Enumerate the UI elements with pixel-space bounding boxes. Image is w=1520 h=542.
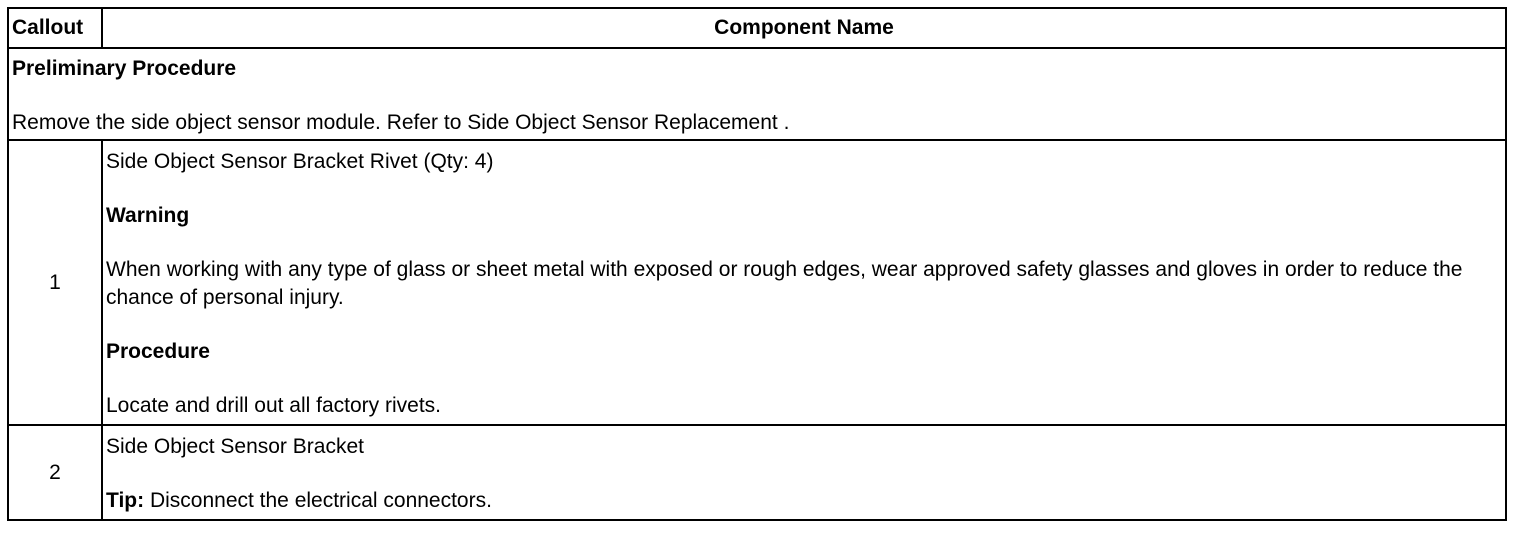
component-name-header: Component Name	[102, 8, 1506, 48]
procedure-text: Locate and drill out all factory rivets.	[106, 394, 441, 417]
procedure-title: Procedure	[106, 340, 210, 363]
callout-number: 2	[8, 425, 102, 520]
step-cell	[102, 425, 1506, 520]
tip-paragraph	[106, 487, 1502, 515]
preliminary-cell	[8, 48, 1506, 140]
preliminary-title: Preliminary Procedure	[12, 57, 237, 80]
table-row	[8, 425, 1506, 520]
step-cell	[102, 140, 1506, 425]
warning-text: When working with any type of glass or sheet metal with exposed or rough edges, wear approved safety glasses and gloves in order to reduce the chance of personal injury.	[106, 258, 1463, 309]
component-name: Side Object Sensor Bracket Rivet (Qty: 4)	[106, 150, 494, 173]
procedure-table	[7, 7, 1507, 521]
table-row	[8, 140, 1506, 425]
preliminary-text: Remove the side object sensor module. Refer to Side Object Sensor Replacement .	[12, 111, 790, 134]
callout-header: Callout	[8, 8, 102, 48]
header-row	[8, 8, 1506, 48]
warning-title: Warning	[106, 204, 190, 227]
preliminary-row	[8, 48, 1506, 140]
component-name: Side Object Sensor Bracket	[106, 435, 364, 458]
callout-number: 1	[8, 140, 102, 425]
tip-text: Disconnect the electrical connectors.	[144, 489, 492, 512]
tip-label: Tip:	[106, 489, 145, 512]
